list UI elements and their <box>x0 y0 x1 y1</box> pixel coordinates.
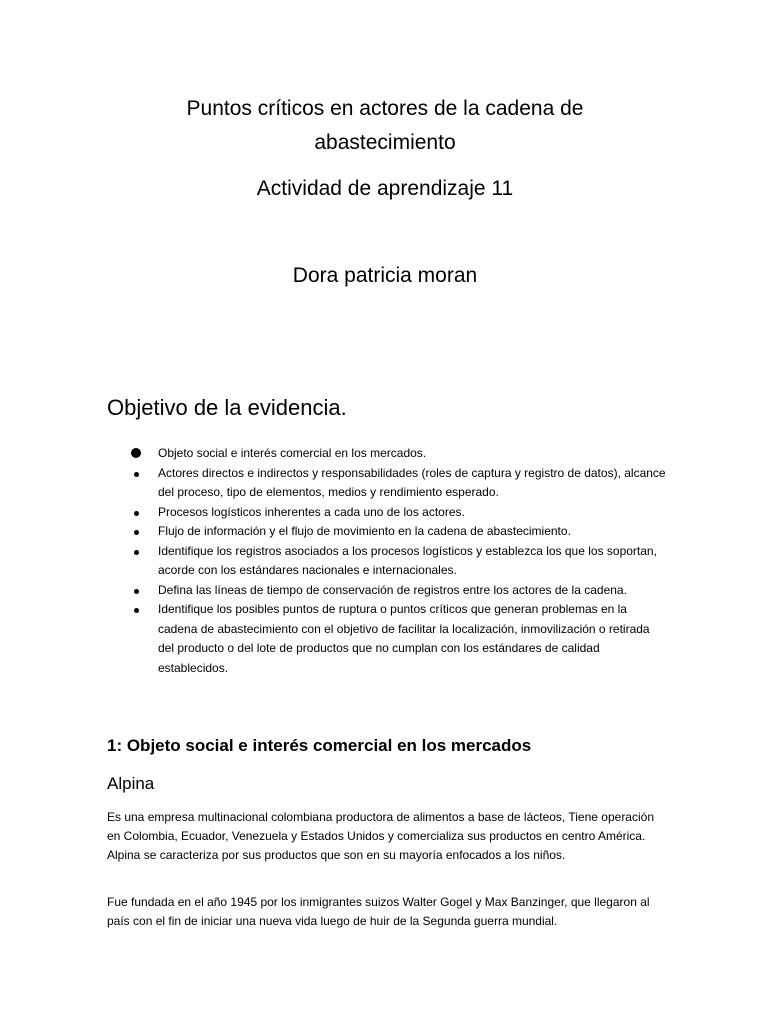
list-item <box>107 522 667 542</box>
list-item-text: Defina las líneas de tiempo de conservación de registros entre los actores de la cadena. <box>158 582 627 597</box>
list-item-text: Objeto social e interés comercial en los mercados. <box>158 446 427 460</box>
list-item-text: Actores directos e indirectos y responsabilidades (roles de captura y registro de datos), alcance del proceso, tipo de elementos, medios y rendimiento esperado. <box>158 465 666 499</box>
section-heading: 1: Objeto social e interés comercial en los mercados <box>107 736 532 755</box>
activity-label: Actividad de aprendizaje 11 <box>256 177 514 200</box>
title-line-1: Puntos críticos en actores de la cadena de <box>186 97 584 120</box>
objective-list <box>107 444 667 678</box>
bullet-icon <box>134 589 139 594</box>
bullet-icon <box>134 550 139 555</box>
objective-heading: Objetivo de la evidencia. <box>107 395 347 420</box>
list-item <box>107 444 667 464</box>
bullet-icon <box>134 472 139 477</box>
bullet-icon <box>134 608 139 613</box>
list-item <box>107 600 667 678</box>
paragraph: Es una empresa multinacional colombiana productora de alimentos a base de lácteos, Tiene operación en Colombia, Ecuador, Venezuela y Estados Unidos y comercializa sus productos en centro América. Alpina se caracteriza por sus productos que son en su mayoría enfocados a los niños. <box>107 810 654 862</box>
list-item <box>107 542 667 581</box>
company-name: Alpina <box>107 774 155 793</box>
list-item-text: Identifique los posibles puntos de ruptura o puntos críticos que generan problemas en la cadena de abastecimiento con el objetivo de facilitar la localización, inmovilización o retirada del producto o del lote de productos que no cumplan con los estándares de calidad establecidos. <box>158 602 650 675</box>
list-item-text: Flujo de información y el flujo de movimiento en la cadena de abastecimiento. <box>158 524 571 538</box>
list-item <box>107 581 667 601</box>
bullet-icon <box>134 530 139 535</box>
bullet-icon <box>134 511 139 516</box>
document-title <box>110 92 660 160</box>
title-line-2: abastecimiento <box>314 131 456 154</box>
list-item-text: Procesos logísticos inherentes a cada uno de los actores. <box>158 504 465 519</box>
list-item <box>107 464 667 503</box>
author-name: Dora patricia moran <box>292 264 478 287</box>
list-item-text: Identifique los registros asociados a los procesos logísticos y establezca los que los soportan, acorde con los estándares nacionales e internacionales. <box>158 543 657 577</box>
list-item <box>107 503 667 523</box>
bullet-icon <box>131 448 141 458</box>
paragraph: Fue fundada en el año 1945 por los inmigrantes suizos Walter Gogel y Max Banzinger, que llegaron al país con el fin de iniciar una nueva vida luego de huir de la Segunda guerra mundial. <box>107 895 650 928</box>
